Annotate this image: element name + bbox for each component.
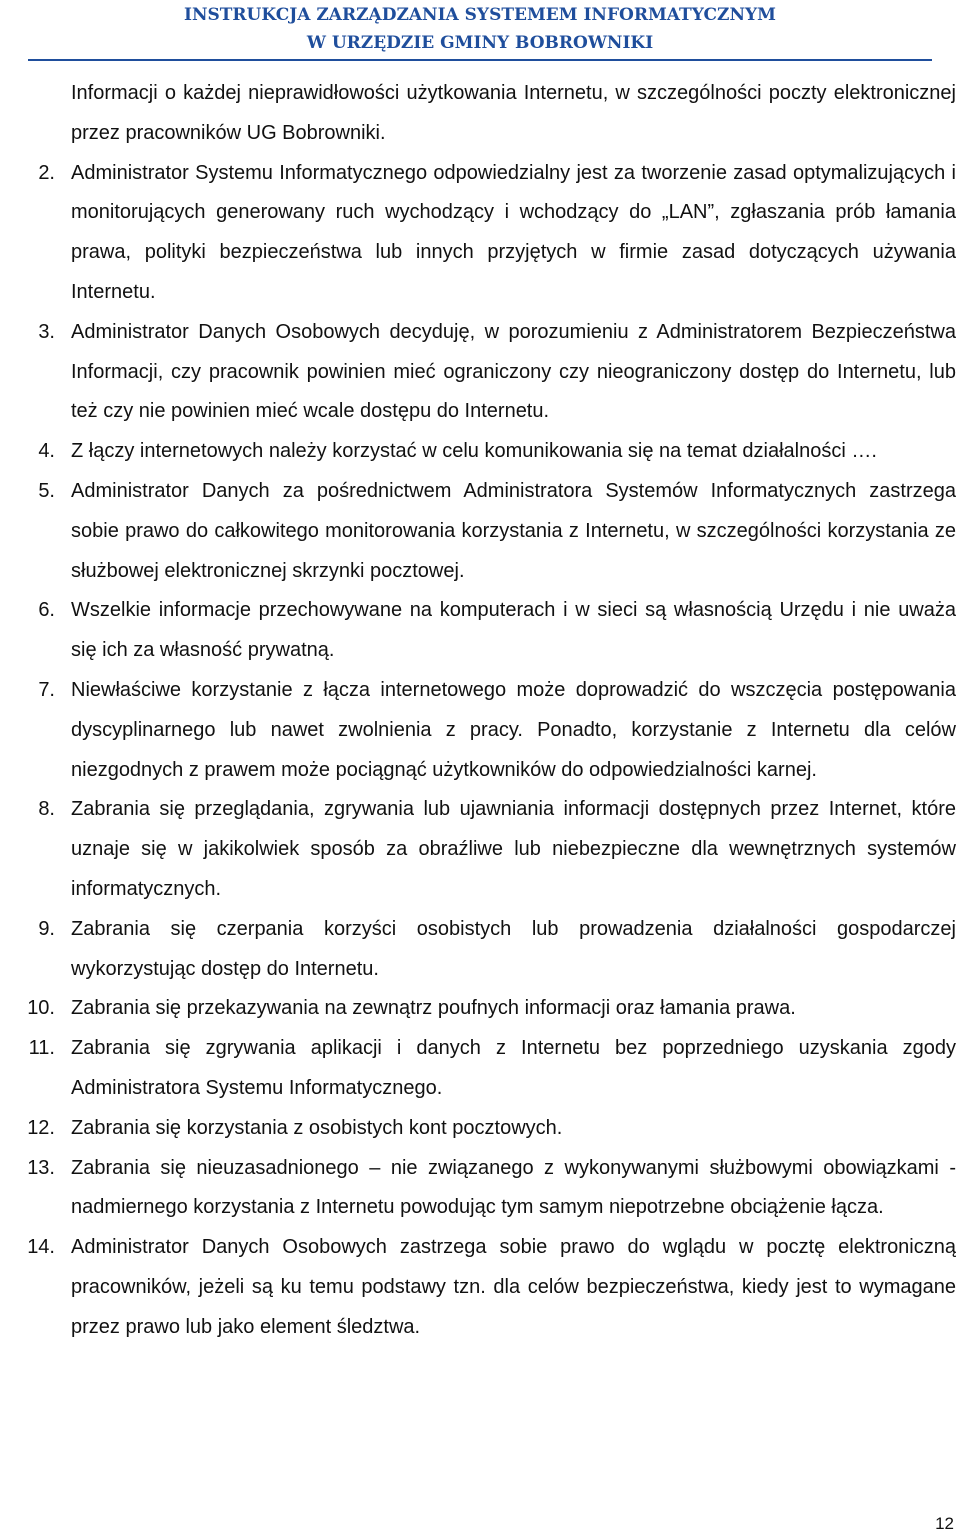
document-header — [0, 0, 960, 57]
item-text: Zabrania się korzystania z osobistych kont pocztowych. — [71, 1116, 563, 1139]
item-number: 4. — [38, 440, 55, 463]
item-text: Wszelkie informacje przechowywane na komputerach i w sieci są własnością Urzędu i nie uważa się ich za własność prywatną. — [71, 599, 956, 662]
item-number: 14. — [27, 1236, 55, 1259]
list-item — [0, 432, 956, 472]
item-text: Zabrania się przekazywania na zewnątrz poufnych informacji oraz łamania prawa. — [71, 997, 796, 1020]
list-item — [0, 1228, 956, 1347]
item-text: Administrator Danych Osobowych zastrzega sobie prawo do wglądu w pocztę elektroniczną pracowników, jeżeli są ku temu podstawy tzn. dla celów bezpieczeństwa, kiedy jest to wymagane przez prawo lub jako element śledztwa. — [71, 1236, 956, 1338]
item-number: 10. — [27, 997, 55, 1020]
item-text: Administrator Danych za pośrednictwem Administratora Systemów Informatycznych zastrzega sobie prawo do całkowitego monitorowania korzystania z Internetu, w szczególności korzystania ze służbowej elektronicznej skrzynki pocztowej. — [71, 479, 956, 582]
item-text: Niewłaściwe korzystanie z łącza internetowego może doprowadzić do wszczęcia postępowania dyscyplinarnego lub nawet zwolnienia z pracy. Ponadto, korzystanie z Internetu dla celów niezgodnych z prawem może pociągnąć użytkowników do odpowiedzialności karnej. — [71, 678, 956, 781]
header-title-line-1: INSTRUKCJA ZARZĄDZANIA SYSTEMEM INFORMATYCZNYM — [184, 5, 776, 25]
item-text: Zabrania się przeglądania, zgrywania lub ujawniania informacji dostępnych przez Internet, które uznaje się w jakikolwiek sposób za obraźliwe lub niebezpieczne dla wewnętrznych systemów informatycznych. — [71, 798, 956, 900]
item-text: Administrator Systemu Informatycznego odpowiedzialny jest za tworzenie zasad optymalizujących i monitorujących generowany ruch wychodzący i wchodzący do „LAN”, zgłaszania prób łamania prawa, polityki bezpieczeństwa lub innych przyjętych w firmie zasad dotyczących używania Internetu. — [71, 161, 956, 303]
header-divider — [28, 59, 932, 61]
list-item — [0, 313, 956, 432]
item-number: 13. — [27, 1156, 55, 1179]
item-text: Zabrania się zgrywania aplikacji i danych z Internetu bez poprzedniego uzyskania zgody Administratora Systemu Informatycznego. — [71, 1037, 956, 1099]
item-number: 6. — [38, 599, 55, 622]
list-item — [0, 1109, 956, 1149]
item-number: 11. — [28, 1037, 55, 1060]
item-number: 7. — [38, 678, 55, 701]
list-item — [0, 472, 956, 591]
list-item — [0, 671, 956, 790]
header-title-line-2: W URZĘDZIE GMINY BOBROWNIKI — [306, 33, 654, 53]
item-number: 2. — [38, 161, 55, 184]
item-text: Administrator Danych Osobowych decyduję, w porozumieniu z Administratorem Bezpieczeństwa Informacji, czy pracownik powinien mieć ograniczony czy nieograniczony dostęp do Internetu, lub też czy nie powinien mieć wcale dostępu do Internetu. — [71, 320, 956, 423]
list-item — [0, 591, 956, 671]
item-text: Informacji o każdej nieprawidłowości użytkowania Internetu, w szczególności poczty elektronicznej przez pracowników UG Bobrowniki. — [71, 82, 956, 144]
list-item — [0, 74, 956, 154]
list-item — [0, 1149, 956, 1229]
item-number: 3. — [38, 320, 55, 343]
page-number: 12 — [935, 1514, 954, 1533]
item-number: 9. — [38, 917, 55, 940]
list-item — [0, 910, 956, 990]
item-text: Zabrania się czerpania korzyści osobistych lub prowadzenia działalności gospodarczej wykorzystując dostęp do Internetu. — [71, 917, 956, 980]
list-item — [0, 1029, 956, 1109]
item-number: 12. — [27, 1116, 55, 1139]
item-text: Z łączy internetowych należy korzystać w celu komunikowania się na temat działalności …. — [71, 440, 877, 463]
policy-list — [0, 74, 960, 1348]
list-item — [0, 989, 956, 1029]
item-text: Zabrania się nieuzasadnionego – nie związanego z wykonywanymi służbowymi obowiązkami - nadmiernego korzystania z Internetu powodując tym samym niepotrzebne obciążenie łącza. — [71, 1156, 956, 1219]
item-number: 5. — [38, 479, 55, 502]
list-item — [0, 154, 956, 313]
list-item — [0, 790, 956, 909]
item-number: 8. — [38, 798, 55, 821]
